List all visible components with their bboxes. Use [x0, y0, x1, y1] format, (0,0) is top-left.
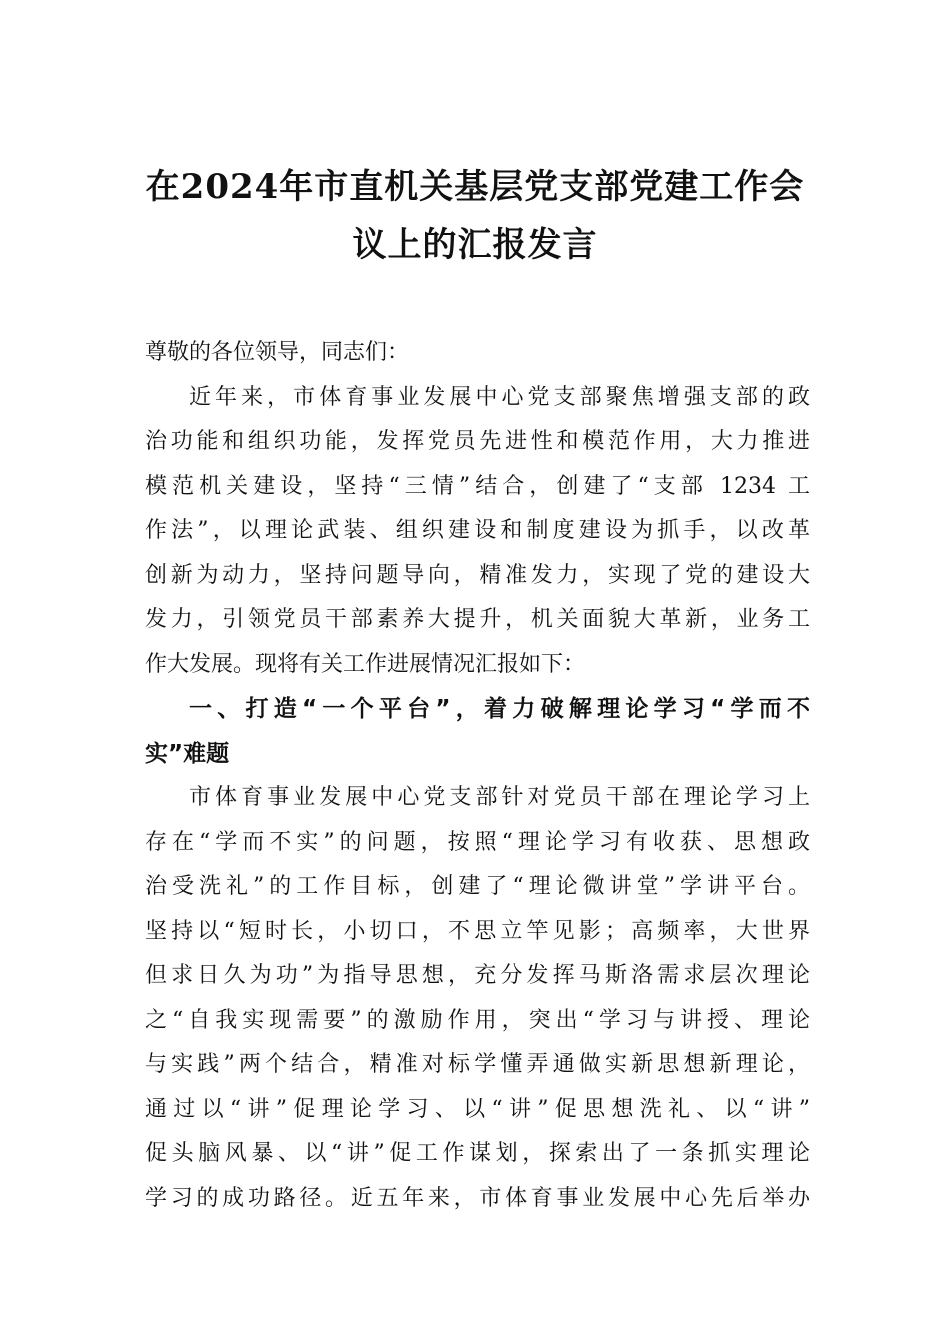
document-title — [120, 158, 830, 274]
paragraph-line: 通过以“讲”促理论学习、以“讲”促思想洗礼、以“讲” — [145, 1096, 810, 1122]
paragraph-line: 模范机关建设，坚持“三情”结合，创建了“支部 1234 工 — [145, 473, 810, 499]
salutation: 尊敬的各位领导，同志们： — [145, 340, 410, 365]
paragraph-line: 作法”，以理论武装、组织建设和制度建设为抓手，以改革 — [145, 518, 810, 543]
section-heading-line: 实”难题 — [145, 740, 230, 767]
paragraph-line: 创新为动力，坚持问题导向，精准发力，实现了党的建设大 — [145, 562, 810, 588]
paragraph-line: 学习的成功路径。近五年来，市体育事业发展中心先后举办 — [145, 1185, 810, 1211]
paragraph-line: 作大发展。现将有关工作进展情况汇报如下： — [145, 651, 586, 677]
section-heading-line: 一、打造“一个平台”，着力破解理论学习“学而不 — [189, 696, 810, 722]
paragraph-line: 与实践”两个结合，精准对标学懂弄通做实新思想新理论， — [145, 1052, 810, 1077]
paragraph-line: 促头脑风暴、以“讲”促工作谋划，探索出了一条抓实理论 — [145, 1141, 810, 1166]
paragraph-line: 市体育事业发展中心党支部针对党员干部在理论学习上 — [189, 785, 810, 810]
paragraph-line: 近年来，市体育事业发展中心党支部聚焦增强支部的政 — [189, 384, 810, 410]
title-line: 在2024年市直机关基层党支部党建工作会 — [145, 167, 805, 207]
paragraph-line: 治功能和组织功能，发挥党员先进性和模范作用，大力推进 — [145, 429, 810, 454]
document-body — [145, 331, 810, 1221]
paragraph-line: 治受洗礼”的工作目标，创建了“理论微讲堂”学讲平台。 — [145, 874, 810, 899]
paragraph-line: 坚持以“短时长，小切口，不思立竿见影；高频率，大世界 — [145, 918, 810, 944]
paragraph-line: 但求日久为功”为指导思想，充分发挥马斯洛需求层次理论 — [145, 963, 810, 988]
title-line: 议上的汇报发言 — [352, 225, 598, 265]
paragraph-line: 发力，引领党员干部素养大提升，机关面貌大革新，业务工 — [145, 607, 810, 632]
paragraph-line: 之“自我实现需要”的激励作用，突出“学习与讲授、理论 — [145, 1007, 810, 1033]
paragraph-line: 存在“学而不实”的问题，按照“理论学习有收获、思想政 — [145, 829, 810, 855]
